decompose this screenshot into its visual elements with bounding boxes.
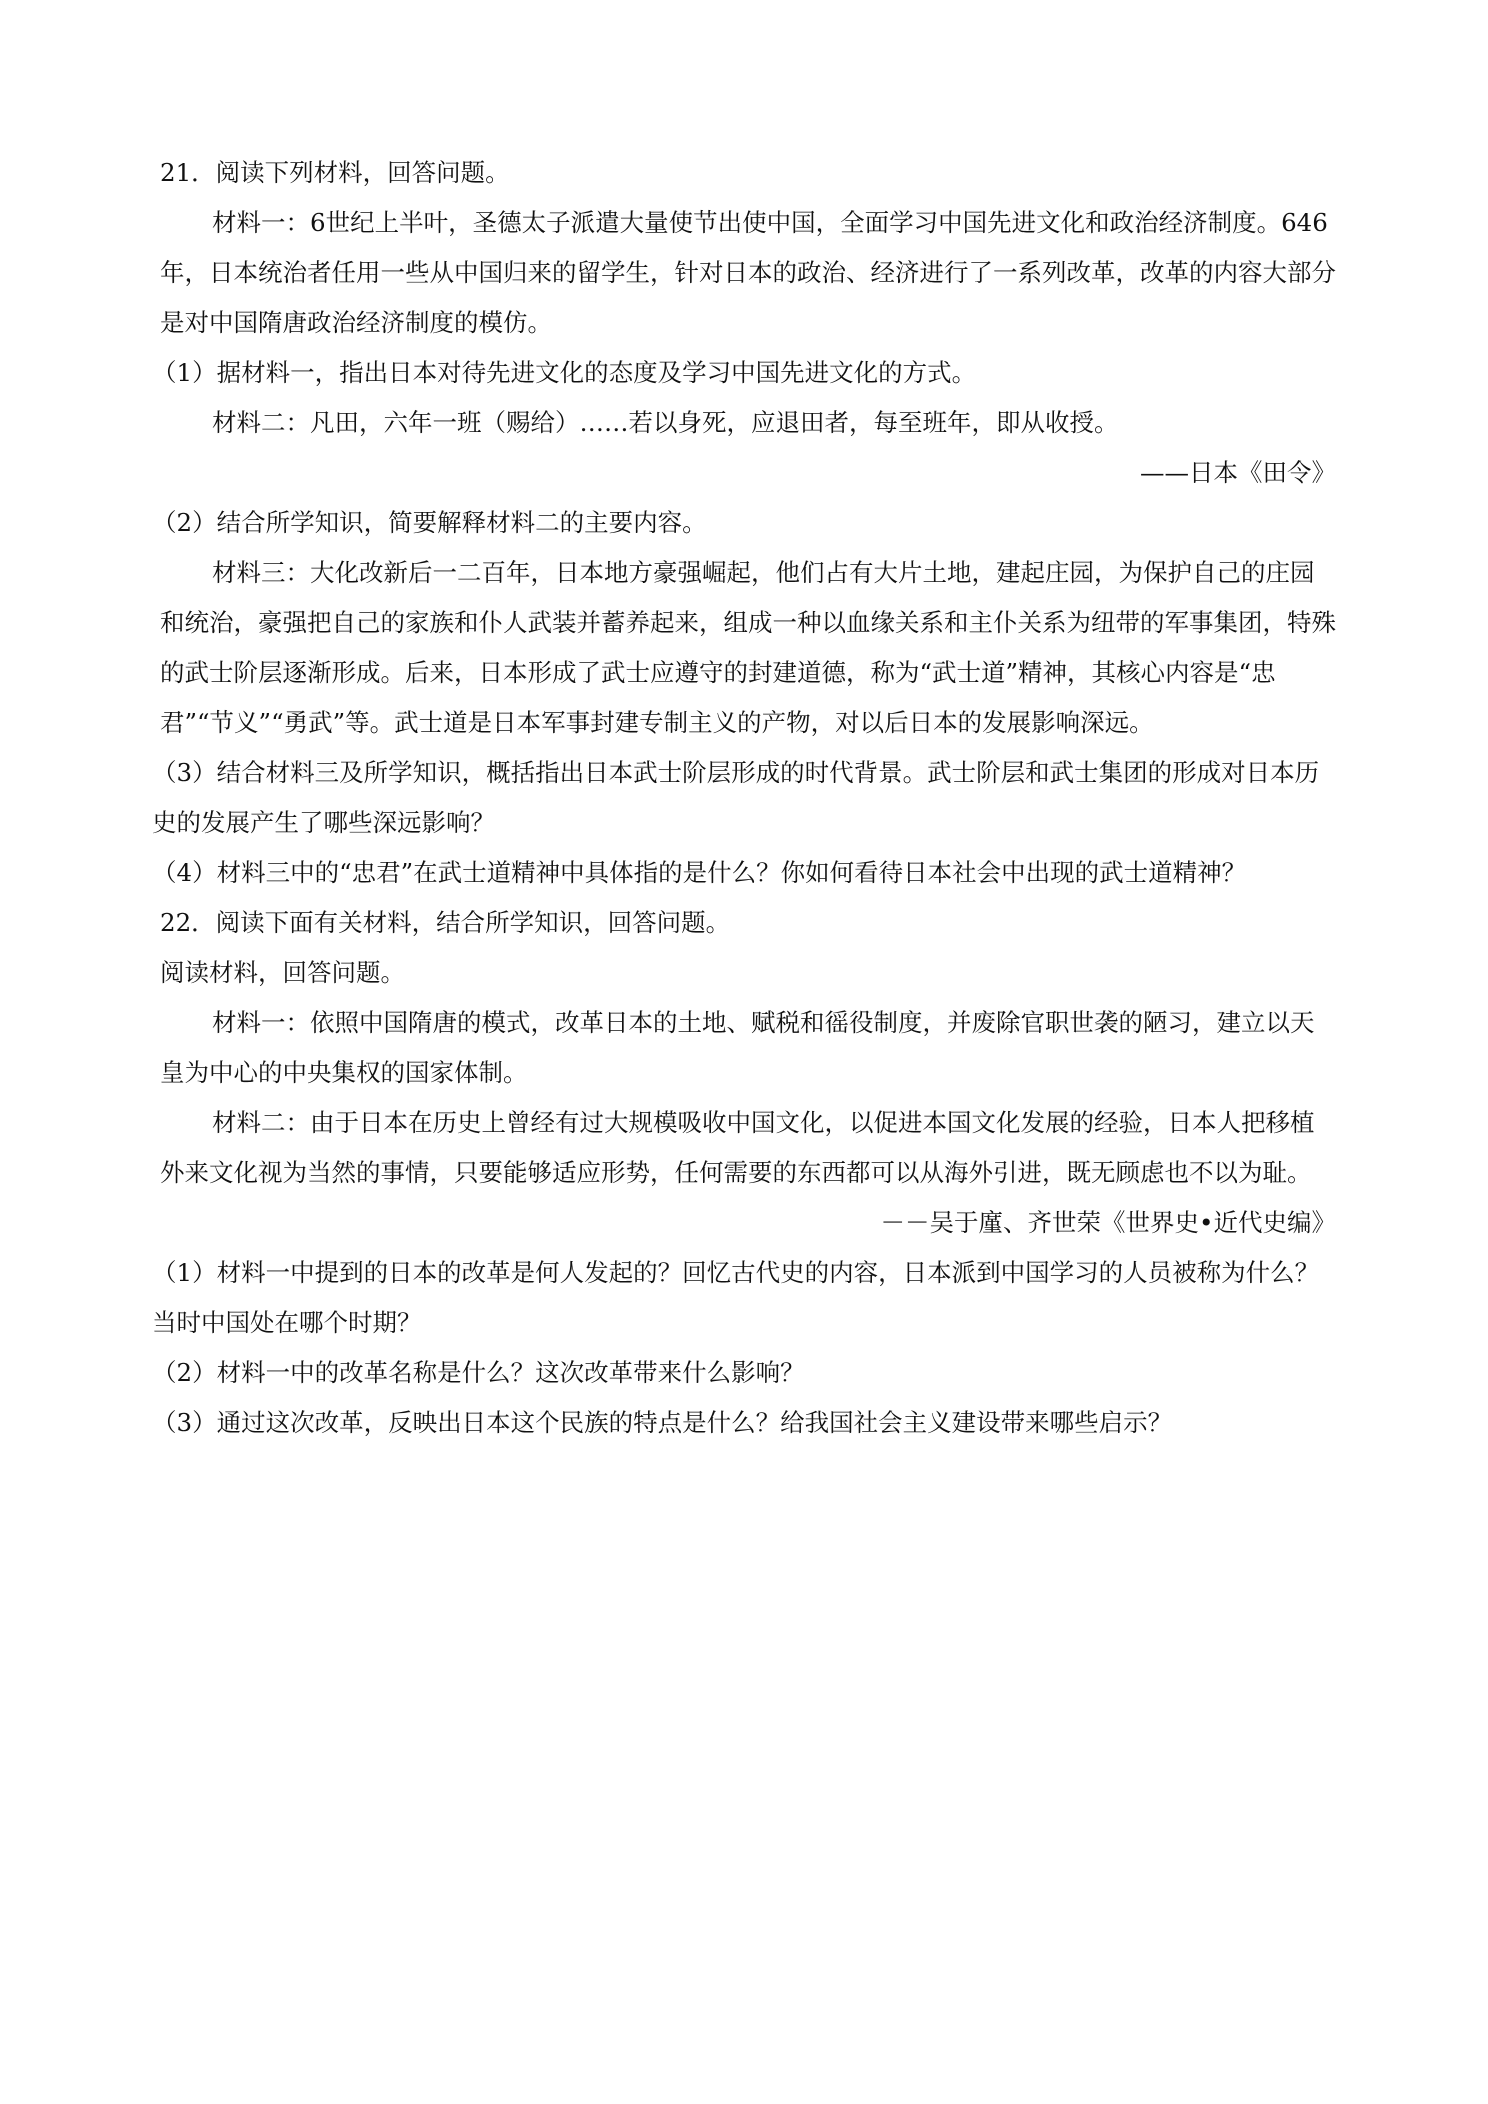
q22-material-2: 材料二：由于日本在历史上曾经有过大规模吸收中国文化，以促进本国文化发展的经验，日本人把移植外来文化视为当然的事情，只要能够适应形势，任何需要的东西都可以从海外引进，既无顾虑也不以为耻。 bbox=[160, 1108, 1315, 1187]
q22-subquestion-1: （1）材料一中提到的日本的改革是何人发起的？回忆古代史的内容，日本派到中国学习的人员被称为什么？当时中国处在哪个时期？ bbox=[152, 1258, 1320, 1337]
q21-material-1: 材料一：6世纪上半叶，圣德太子派遣大量使节出使中国，全面学习中国先进文化和政治经济制度。646年，日本统治者任用一些从中国归来的留学生，针对日本的政治、经济进行了一系列改革，改革的内容大部分是对中国隋唐政治经济制度的模仿。 bbox=[160, 208, 1336, 337]
document-page bbox=[152, 148, 1336, 1448]
q21-subquestion-4: （4）材料三中的“忠君”在武士道精神中具体指的是什么？你如何看待日本社会中出现的武士道精神？ bbox=[152, 858, 1247, 887]
q21-material-2-source: ——日本《田令》 bbox=[1140, 458, 1336, 487]
q21-subquestion-3: （3）结合材料三及所学知识，概括指出日本武士阶层形成的时代背景。武士阶层和武士集团的形成对日本历史的发展产生了哪些深远影响？ bbox=[152, 758, 1320, 837]
question-21-title: 21．阅读下列材料，回答问题。 bbox=[160, 158, 510, 187]
q21-material-2: 材料二：凡田，六年一班（赐给）……若以身死，应退田者，每至班年，即从收授。 bbox=[212, 408, 1119, 437]
q21-material-3: 材料三：大化改新后一二百年，日本地方豪强崛起，他们占有大片土地，建起庄园，为保护自己的庄园和统治，豪强把自己的家族和仆人武装并蓄养起来，组成一种以血缘关系和主仆关系为纽带的军事集团，特殊的武士阶层逐渐形成。后来，日本形成了武士应遵守的封建道德，称为“武士道”精神，其核心内容是“忠君”“节义”“勇武”等。武士道是日本军事封建专制主义的产物，对以后日本的发展影响深远。 bbox=[160, 558, 1336, 737]
q21-subquestion-1: （1）据材料一，指出日本对待先进文化的态度及学习中国先进文化的方式。 bbox=[152, 358, 977, 387]
q22-intro: 阅读材料，回答问题。 bbox=[160, 958, 405, 987]
q21-subquestion-2: （2）结合所学知识，简要解释材料二的主要内容。 bbox=[152, 508, 707, 537]
q22-material-2-source: －－吴于廑、齐世荣《世界史•近代史编》 bbox=[880, 1208, 1336, 1237]
q22-subquestion-3: （3）通过这次改革，反映出日本这个民族的特点是什么？给我国社会主义建设带来哪些启示？ bbox=[152, 1408, 1173, 1437]
q22-material-1: 材料一：依照中国隋唐的模式，改革日本的土地、赋税和徭役制度，并废除官职世袭的陋习，建立以天皇为中心的中央集权的国家体制。 bbox=[160, 1008, 1315, 1087]
q22-subquestion-2: （2）材料一中的改革名称是什么？这次改革带来什么影响？ bbox=[152, 1358, 805, 1387]
question-22-title: 22．阅读下面有关材料，结合所学知识，回答问题。 bbox=[160, 908, 731, 937]
